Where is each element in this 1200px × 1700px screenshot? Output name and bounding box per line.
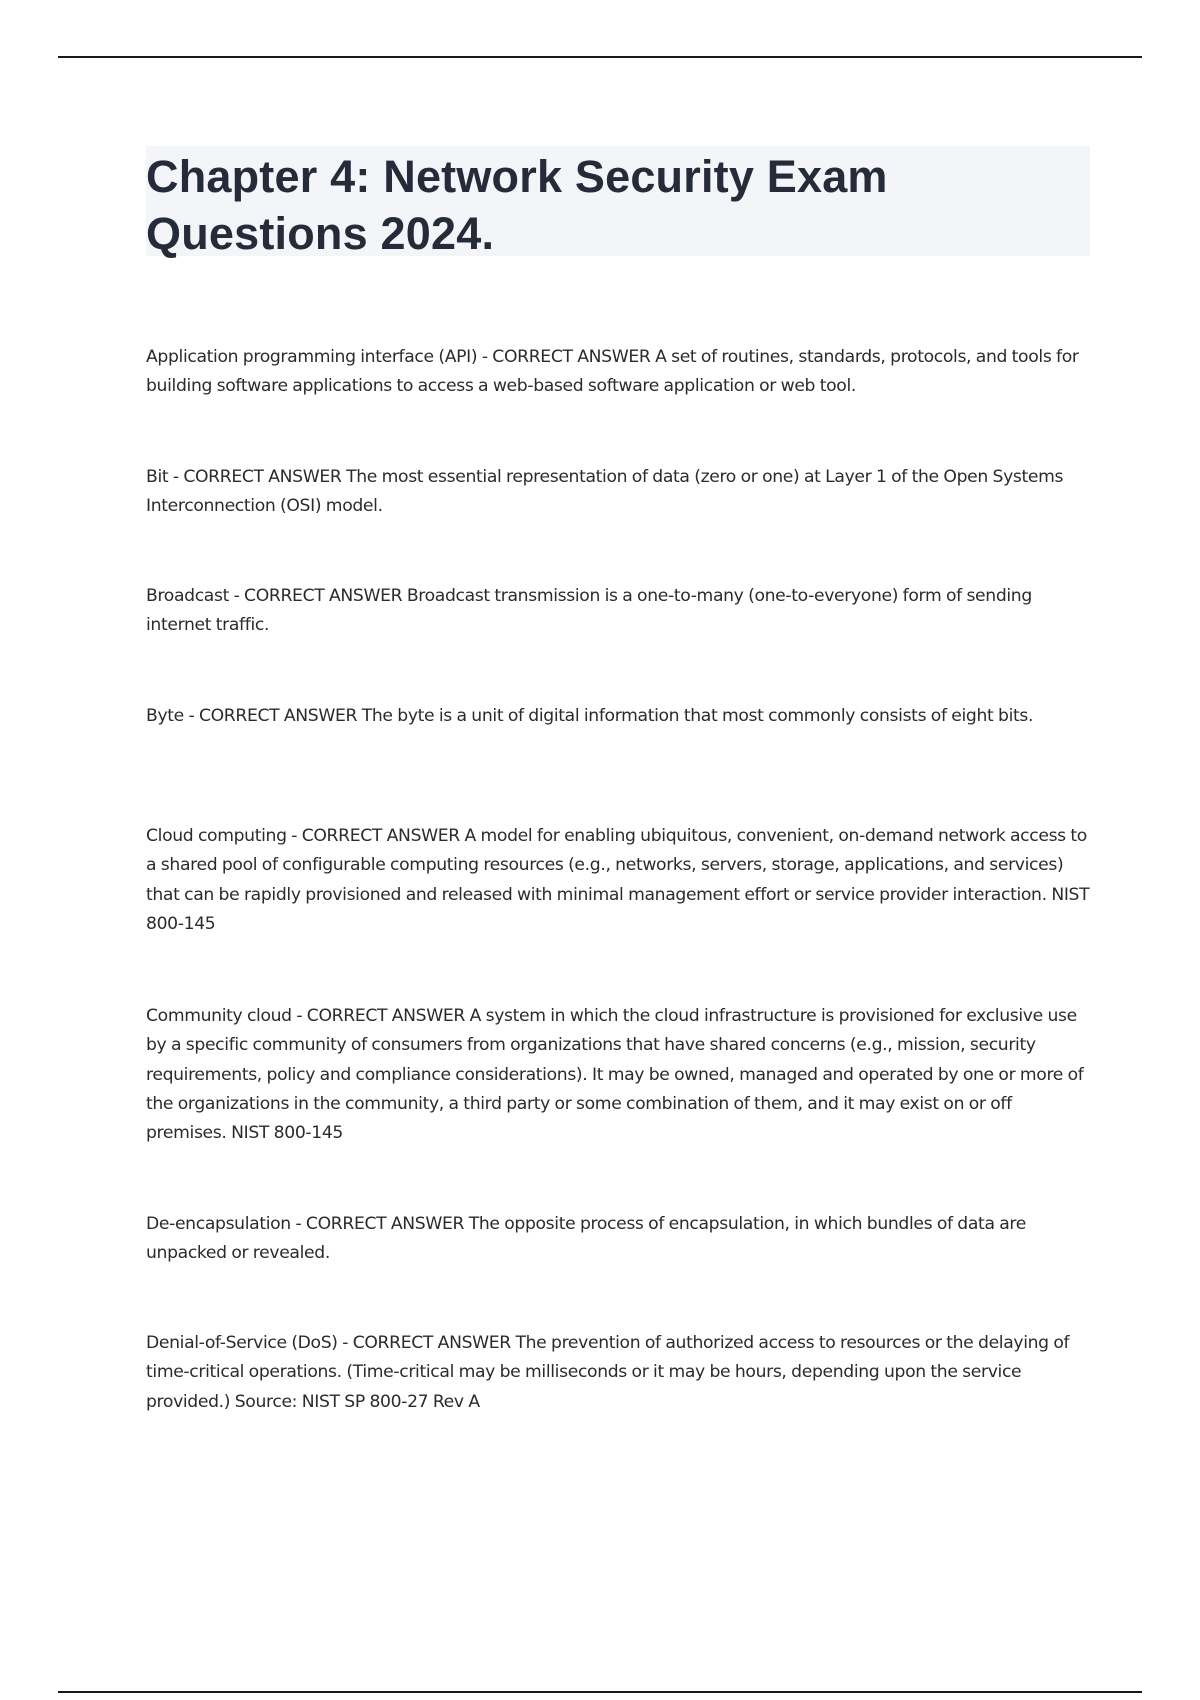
- entry-api: Application programming interface (API) - CORRECT ANSWER A set of routines, standards, protocols, and tools for building software applications to access a web-based software application or web tool.: [146, 347, 1079, 397]
- entry-broadcast: Broadcast - CORRECT ANSWER Broadcast transmission is a one-to-many (one-to-everyone) form of sending internet traffic.: [146, 586, 1032, 636]
- entry-community-cloud: Community cloud - CORRECT ANSWER A system in which the cloud infrastructure is provisioned for exclusive use by a specific community of consumers from organizations that have shared concerns (e.g., mission, security requirements, policy and compliance considerations). It may be owned, managed and operated by one or more of the organizations in the community, a third party or some combination of them, and it may exist on or off premises. NIST 800-145: [146, 1006, 1084, 1144]
- bottom-rule: [58, 1691, 1142, 1693]
- entry-cloud-computing: Cloud computing - CORRECT ANSWER A model for enabling ubiquitous, convenient, on-demand network access to a shared pool of configurable computing resources (e.g., networks, servers, storage, applications, and services) that can be rapidly provisioned and released with minimal management effort or service provider interaction. NIST 800-145: [146, 826, 1090, 934]
- entry-bit: Bit - CORRECT ANSWER The most essential representation of data (zero or one) at Layer 1 of the Open Systems Interconnection (OSI) model.: [146, 467, 1064, 517]
- page-title: Chapter 4: Network Security Exam Questions 2024.: [146, 151, 888, 259]
- entry-denial-of-service: Denial-of-Service (DoS) - CORRECT ANSWER The prevention of authorized access to resources or the delaying of time-critical operations. (Time-critical may be milliseconds or it may be hours, depending upon the service provided.) Source: NIST SP 800-27 Rev A: [146, 1333, 1070, 1412]
- top-rule: [58, 56, 1142, 58]
- entry-byte: Byte - CORRECT ANSWER The byte is a unit of digital information that most commonly consists of eight bits.: [146, 706, 1034, 726]
- entry-de-encapsulation: De-encapsulation - CORRECT ANSWER The opposite process of encapsulation, in which bundles of data are unpacked or revealed.: [146, 1214, 1026, 1264]
- title-block: [146, 146, 1090, 259]
